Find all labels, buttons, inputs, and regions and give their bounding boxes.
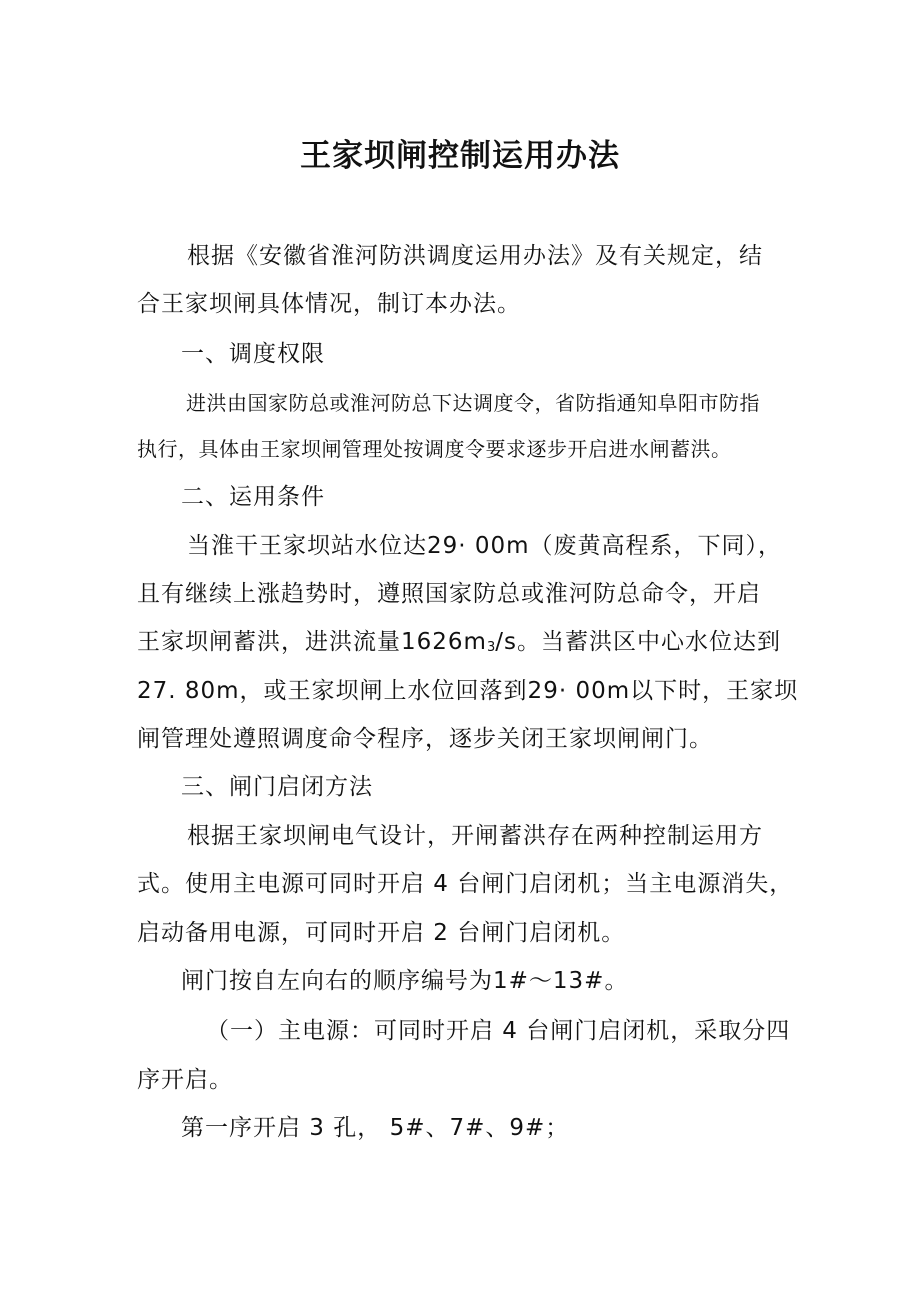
- section-2-line-4: 27. 80m，或王家坝闸上水位回落到29· 00m以下时，王家坝: [137, 678, 799, 704]
- section-2-line-3: [137, 626, 781, 664]
- unit-subscript: 3: [486, 640, 496, 655]
- gate-numbering: 闸门按自左向右的顺序编号为1#〜13#。: [181, 968, 629, 994]
- intro-line-1: 根据《安徽省淮河防洪调度运用办法》及有关规定，结: [187, 243, 763, 269]
- section-1-heading: 一、调度权限: [181, 341, 325, 367]
- section-3-line-1: 根据王家坝闸电气设计，开闸蓄洪存在两种控制运用方: [187, 823, 763, 849]
- page-title: 王家坝闸控制运用办法: [300, 138, 620, 174]
- main-power-line-1: （一）主电源：可同时开启 4 台闸门启闭机，采取分四: [206, 1018, 791, 1044]
- section-3-heading: 三、闸门启闭方法: [181, 774, 373, 800]
- section-3-line-2: 式。使用主电源可同时开启 4 台闸门启闭机；当主电源消失，: [137, 871, 794, 897]
- section-2-line-1: 当淮干王家坝站水位达29· 00m（废黄高程系，下同），: [187, 533, 783, 559]
- section-2-line-3-text: 王家坝闸蓄洪，进洪流量1626m: [137, 629, 487, 655]
- main-power-line-2: 序开启。: [137, 1067, 233, 1093]
- section-3-line-3: 启动备用电源，可同时开启 2 台闸门启闭机。: [137, 920, 626, 946]
- section-2-heading: 二、运用条件: [181, 484, 325, 510]
- section-1-line-1: 进洪由国家防总或淮河防总下达调度令，省防指通知阜阳市防指: [186, 391, 760, 415]
- section-2-line-2: 且有继续上涨趋势时，遵照国家防总或淮河防总命令，开启: [137, 581, 761, 607]
- first-sequence-line: 第一序开启 3 孔， 5#、7#、9#；: [181, 1115, 570, 1141]
- section-2-line-5: 闸管理处遵照调度命令程序，逐步关闭王家坝闸闸门。: [137, 726, 713, 752]
- section-1-line-2: 执行，具体由王家坝闸管理处按调度令要求逐步开启进水闸蓄洪。: [137, 437, 732, 461]
- section-2-line-3-text-end: /s。当蓄洪区中心水位达到: [495, 629, 781, 655]
- intro-line-2: 合王家坝闸具体情况，制订本办法。: [137, 291, 521, 317]
